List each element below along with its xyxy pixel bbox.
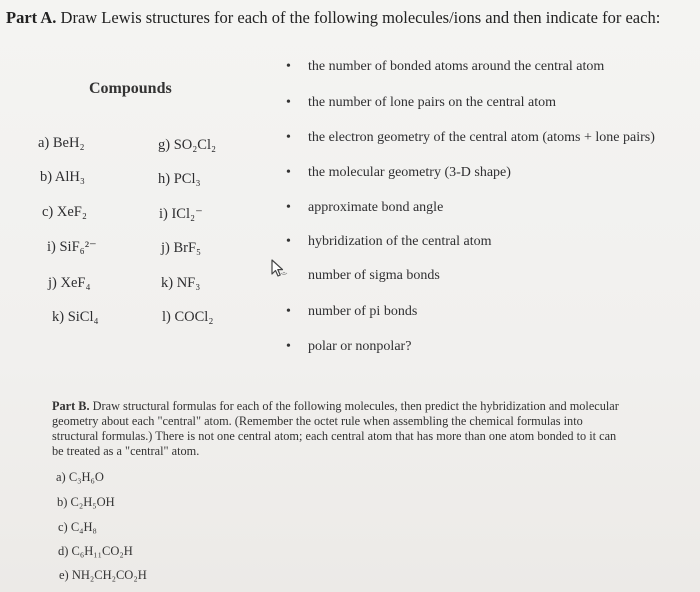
criteria-item: number of pi bonds xyxy=(308,304,418,319)
criteria-item: polar or nonpolar? xyxy=(308,339,412,354)
bullet-icon: • xyxy=(286,165,291,180)
bullet-icon: • xyxy=(286,59,291,74)
part-a-instruction: Draw Lewis structures for each of the following molecules/ions and then indicate for each: xyxy=(60,8,661,27)
compound-item: j) BrF₅ xyxy=(161,240,202,256)
compound-item: k) NF₃ xyxy=(161,275,201,291)
part-b-item: d) C₆H₁₁CO₂H xyxy=(58,544,133,558)
compound-item: k) SiCl₄ xyxy=(52,309,99,325)
criteria-item: the molecular geometry (3-D shape) xyxy=(308,165,511,180)
bullet-icon: • xyxy=(286,304,291,319)
compound-item: h) PCl₃ xyxy=(158,171,201,187)
bullet-icon: • xyxy=(286,339,291,354)
criteria-item: number of sigma bonds xyxy=(308,268,440,283)
bullet-icon: • xyxy=(286,95,291,110)
part-b-paragraph xyxy=(52,399,627,459)
part-b-item: a) C₃H₆O xyxy=(56,470,104,484)
criteria-item: the number of bonded atoms around the central atom xyxy=(308,59,605,74)
part-a-label: Part A. xyxy=(6,8,57,27)
bullet-icon: • xyxy=(286,200,291,215)
compound-item: a) BeH₂ xyxy=(38,135,85,151)
compound-item: i) SiF₆²⁻ xyxy=(47,239,97,255)
compound-item: i) ICl₂⁻ xyxy=(159,206,203,222)
compound-item: g) SO₂Cl₂ xyxy=(158,137,217,153)
part-b-item: b) C₂H₅OH xyxy=(57,495,115,509)
criteria-item: the electron geometry of the central atom (atoms + lone pairs) xyxy=(308,130,655,145)
compound-item: j) XeF₄ xyxy=(48,275,91,291)
compound-item: b) AlH₃ xyxy=(40,169,85,185)
compound-item: l) COCl₂ xyxy=(162,309,214,325)
criteria-item: hybridization of the central atom xyxy=(308,234,492,249)
bullet-icon: • xyxy=(286,130,291,145)
part-a-heading xyxy=(6,8,660,28)
part-b-label: Part B. xyxy=(52,399,90,413)
bullet-icon: • xyxy=(286,234,291,249)
part-b-item: c) C₄H₈ xyxy=(58,520,97,534)
compounds-heading: Compounds xyxy=(89,80,172,97)
part-b-item: e) NH₂CH₂CO₂H xyxy=(59,568,147,582)
mouse-pointer-icon xyxy=(269,259,291,284)
criteria-item: the number of lone pairs on the central atom xyxy=(308,95,557,110)
criteria-item: approximate bond angle xyxy=(308,200,444,215)
compound-item: c) XeF₂ xyxy=(42,204,87,220)
part-b-text: Draw structural formulas for each of the following molecules, then predict the hybridization and molecular geometry about each "central" atom. (Remember the octet rule when assembling the chemical formulas into structural formulas.) There is not one central atom; each central atom that has more than one atom bonded to it can be treated as a "central" atom. xyxy=(52,399,619,458)
